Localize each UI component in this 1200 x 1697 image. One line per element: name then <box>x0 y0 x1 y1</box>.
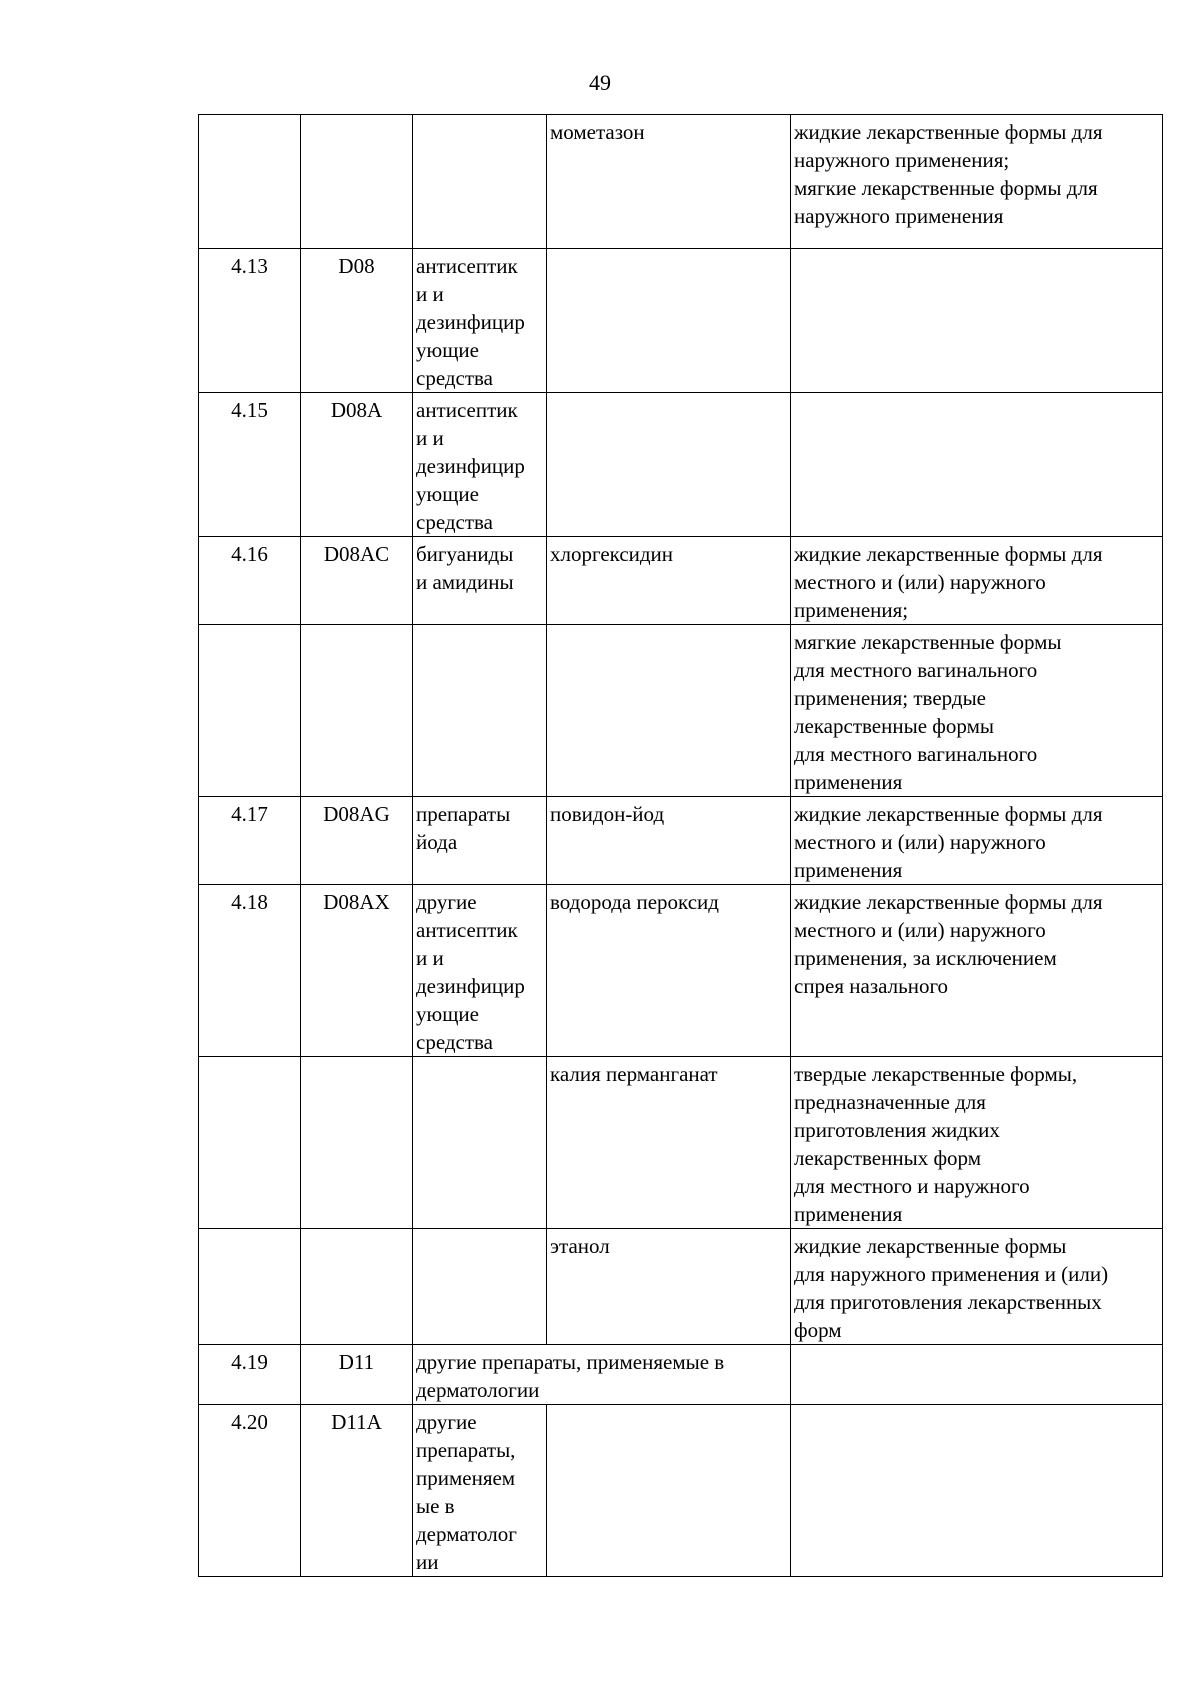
dosage-form-line: применения, за исключением <box>794 946 1057 970</box>
atc-group-name-line: ующие <box>416 482 479 506</box>
dosage-form <box>791 1057 1163 1229</box>
atc-group-name-line: ые в <box>416 1494 455 1518</box>
atc-group-name-line: препараты <box>416 802 511 826</box>
row-number-line: 4.20 <box>231 1410 268 1434</box>
atc-group-name <box>413 797 547 885</box>
drug-name <box>547 249 791 393</box>
atc-group-name-line: применяем <box>416 1466 516 1490</box>
row-number <box>199 115 301 249</box>
atc-group-name-line: йода <box>416 830 458 854</box>
atc-group-name-line: бигуаниды <box>416 542 514 566</box>
atc-group-name <box>413 393 547 537</box>
atc-group-name-line: и и <box>416 282 444 306</box>
dosage-form-line: для приготовления лекарственных <box>794 1290 1102 1314</box>
drug-name <box>547 1229 791 1345</box>
drug-table <box>198 114 1163 1577</box>
atc-group-name-line: антисептик <box>416 254 518 278</box>
drug-name-line: хлоргексидин <box>550 542 674 566</box>
dosage-form-line: для местного вагинального <box>794 658 1038 682</box>
table-row <box>199 537 1163 625</box>
table-row <box>199 115 1163 249</box>
atc-group-name <box>413 1405 547 1577</box>
dosage-form-line: твердые лекарственные формы, <box>794 1062 1078 1086</box>
dosage-form-line: местного и (или) наружного <box>794 570 1046 594</box>
dosage-form <box>791 797 1163 885</box>
atc-group-name-line: другие <box>416 890 477 914</box>
drug-name <box>547 393 791 537</box>
dosage-form-line: лекарственных форм <box>794 1146 982 1170</box>
row-number-line: 4.13 <box>231 254 268 278</box>
atc-group-name-line: ующие <box>416 1002 479 1026</box>
atc-group-name-line: антисептик <box>416 398 518 422</box>
atc-code-line: D08AX <box>323 890 390 914</box>
table-row <box>199 1405 1163 1577</box>
dosage-form-line: жидкие лекарственные формы для <box>794 802 1103 826</box>
table-row <box>199 393 1163 537</box>
dosage-form-line: применения; <box>794 598 909 622</box>
atc-code <box>301 625 413 797</box>
drug-name-line: повидон-йод <box>550 802 665 826</box>
row-number <box>199 249 301 393</box>
dosage-form <box>791 393 1163 537</box>
row-number-line: 4.15 <box>231 398 268 422</box>
drug-name-line: водорода пероксид <box>550 890 719 914</box>
table-row <box>199 885 1163 1057</box>
atc-code-line: D08 <box>338 254 375 278</box>
atc-code-line: D11 <box>338 1350 375 1374</box>
dosage-form-line: предназначенные для <box>794 1090 986 1114</box>
atc-group-name <box>413 1345 791 1405</box>
dosage-form-line: жидкие лекарственные формы для <box>794 120 1103 144</box>
dosage-form-line: наружного применения <box>794 204 1004 228</box>
drug-name <box>547 537 791 625</box>
dosage-form-line: форм <box>794 1318 842 1342</box>
atc-group-name <box>413 249 547 393</box>
atc-group-name-line: ии <box>416 1550 439 1574</box>
atc-group-name-line: дезинфицир <box>416 974 525 998</box>
atc-group-name-line: дерматологии <box>416 1378 540 1402</box>
table-row <box>199 797 1163 885</box>
dosage-form-line: мягкие лекарственные формы для <box>794 176 1098 200</box>
dosage-form-line: применения; твердые <box>794 686 986 710</box>
atc-code <box>301 249 413 393</box>
row-number-line: 4.16 <box>231 542 268 566</box>
atc-group-name-line: препараты, <box>416 1438 516 1462</box>
atc-group-name-line: другие препараты, применяемые в <box>416 1350 725 1374</box>
atc-group-name-line: и и <box>416 946 444 970</box>
atc-group-name-line: дерматолог <box>416 1522 517 1546</box>
dosage-form <box>791 249 1163 393</box>
drug-name-line: этанол <box>550 1234 610 1258</box>
atc-group-name-line: антисептик <box>416 918 518 942</box>
dosage-form-line: применения <box>794 858 903 882</box>
dosage-form-line: применения <box>794 770 903 794</box>
atc-group-name-line: средства <box>416 1030 494 1054</box>
drug-name-line: калия перманганат <box>550 1062 718 1086</box>
row-number <box>199 797 301 885</box>
atc-code <box>301 1229 413 1345</box>
dosage-form-line: мягкие лекарственные формы <box>794 630 1062 654</box>
drug-name <box>547 885 791 1057</box>
atc-group-name <box>413 1057 547 1229</box>
atc-code <box>301 1405 413 1577</box>
atc-group-name-line: дезинфицир <box>416 310 525 334</box>
table-row <box>199 1345 1163 1405</box>
row-number-line: 4.19 <box>231 1350 268 1374</box>
dosage-form <box>791 115 1163 249</box>
row-number <box>199 885 301 1057</box>
dosage-form-line: лекарственные формы <box>794 714 994 738</box>
dosage-form-line: применения <box>794 1202 903 1226</box>
atc-code <box>301 115 413 249</box>
atc-code <box>301 1057 413 1229</box>
atc-code <box>301 1345 413 1405</box>
row-number <box>199 537 301 625</box>
dosage-form-line: жидкие лекарственные формы <box>794 1234 1067 1258</box>
table-row <box>199 625 1163 797</box>
dosage-form <box>791 1405 1163 1577</box>
dosage-form-line: для наружного применения и (или) <box>794 1262 1109 1286</box>
dosage-form-line: для местного и наружного <box>794 1174 1030 1198</box>
atc-group-name <box>413 115 547 249</box>
row-number <box>199 1057 301 1229</box>
drug-name <box>547 1057 791 1229</box>
row-number <box>199 1345 301 1405</box>
dosage-form-line: для местного вагинального <box>794 742 1038 766</box>
atc-code <box>301 393 413 537</box>
dosage-form-line: местного и (или) наружного <box>794 918 1046 942</box>
row-number-line: 4.18 <box>231 890 268 914</box>
atc-group-name <box>413 1229 547 1345</box>
atc-code-line: D08AG <box>323 802 390 826</box>
dosage-form-line: жидкие лекарственные формы для <box>794 542 1103 566</box>
dosage-form-line: местного и (или) наружного <box>794 830 1046 854</box>
dosage-form <box>791 885 1163 1057</box>
page-number: 49 <box>589 70 611 95</box>
drug-name <box>547 625 791 797</box>
atc-group-name-line: и и <box>416 426 444 450</box>
row-number <box>199 393 301 537</box>
atc-code <box>301 537 413 625</box>
dosage-form-line: жидкие лекарственные формы для <box>794 890 1103 914</box>
atc-group-name-line: и амидины <box>416 570 514 594</box>
table-row <box>199 1057 1163 1229</box>
table-body <box>199 115 1163 1577</box>
atc-group-name-line: средства <box>416 366 494 390</box>
row-number <box>199 1229 301 1345</box>
atc-code-line: D11A <box>331 1410 382 1434</box>
atc-group-name <box>413 625 547 797</box>
dosage-form-line: приготовления жидких <box>794 1118 1000 1142</box>
atc-group-name-line: другие <box>416 1410 477 1434</box>
atc-group-name <box>413 885 547 1057</box>
dosage-form-line: наружного применения; <box>794 148 1010 172</box>
atc-group-name-line: средства <box>416 510 494 534</box>
drug-name <box>547 1405 791 1577</box>
row-number <box>199 625 301 797</box>
atc-code <box>301 797 413 885</box>
row-number <box>199 1405 301 1577</box>
row-number-line: 4.17 <box>231 802 268 826</box>
drug-name <box>547 797 791 885</box>
atc-code-line: D08AC <box>323 542 390 566</box>
dosage-form <box>791 1345 1163 1405</box>
atc-group-name-line: ующие <box>416 338 479 362</box>
table-row <box>199 249 1163 393</box>
atc-code <box>301 885 413 1057</box>
dosage-form <box>791 625 1163 797</box>
atc-group-name <box>413 537 547 625</box>
drug-name <box>547 115 791 249</box>
atc-code-line: D08A <box>330 398 383 422</box>
atc-group-name-line: дезинфицир <box>416 454 525 478</box>
drug-name-line: мометазон <box>550 120 645 144</box>
dosage-form <box>791 537 1163 625</box>
table-row <box>199 1229 1163 1345</box>
dosage-form <box>791 1229 1163 1345</box>
dosage-form-line: спрея назального <box>794 974 949 998</box>
